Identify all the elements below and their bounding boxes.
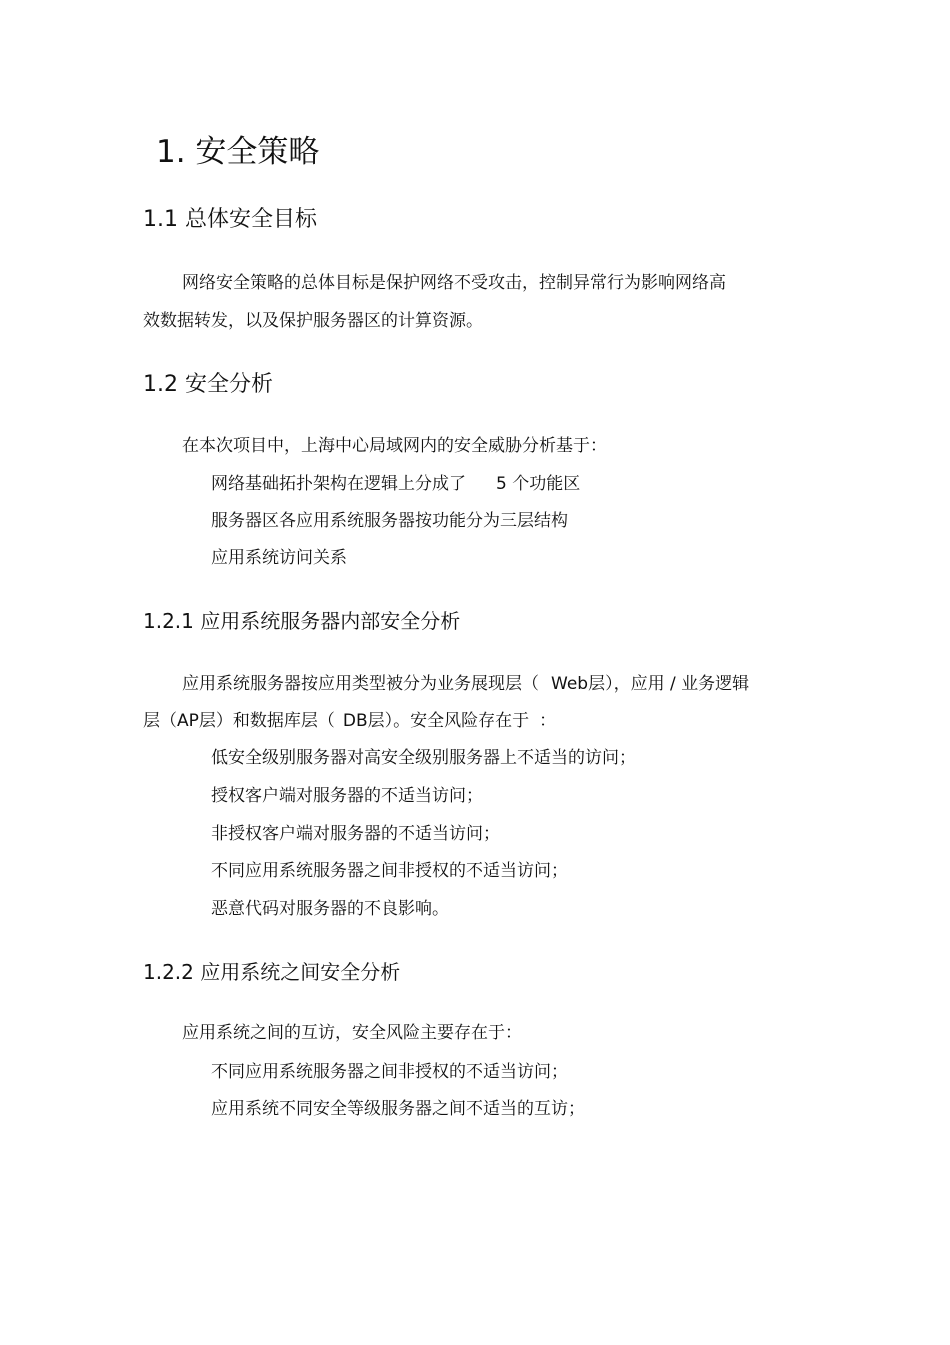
paragraph-line: 在本次项目中，上海中心局域网内的安全威胁分析基于： bbox=[182, 436, 607, 456]
section-heading-1-1: 1.1 总体安全目标 bbox=[143, 207, 317, 232]
paragraph-text: 应用系统服务器按应用类型被分为业务展现层（ bbox=[182, 674, 539, 694]
paragraph-text: Web层），应用 / 业务逻辑 bbox=[551, 674, 750, 694]
paragraph-line: 网络安全策略的总体目标是保护网络不受攻击，控制异常行为影响网络高 bbox=[182, 273, 726, 293]
list-item bbox=[211, 476, 580, 493]
list-item: 不同应用系统服务器之间非授权的不适当访问； bbox=[211, 1062, 568, 1082]
list-item: 非授权客户端对服务器的不适当访问； bbox=[211, 824, 500, 844]
paragraph-text: ： bbox=[539, 711, 557, 731]
paragraph-line bbox=[143, 713, 556, 730]
paragraph-text: 层（AP层）和数据库层（ bbox=[143, 711, 335, 731]
list-item: 恶意代码对服务器的不良影响。 bbox=[211, 899, 449, 919]
paragraph-text: DB层）。安全风险存在于 bbox=[342, 711, 530, 731]
section-heading-1-2-2: 1.2.2 应用系统之间安全分析 bbox=[143, 960, 401, 984]
list-item: 授权客户端对服务器的不适当访问； bbox=[211, 786, 483, 806]
list-item: 应用系统访问关系 bbox=[211, 548, 347, 568]
section-heading-1-2-1: 1.2.1 应用系统服务器内部安全分析 bbox=[143, 609, 461, 633]
paragraph-line: 应用系统之间的互访，安全风险主要存在于： bbox=[182, 1023, 522, 1043]
list-item: 应用系统不同安全等级服务器之间不适当的互访； bbox=[211, 1099, 585, 1119]
section-heading-1-2: 1.2 安全分析 bbox=[143, 372, 273, 397]
list-item: 低安全级别服务器对高安全级别服务器上不适当的访问； bbox=[211, 748, 636, 768]
paragraph-line: 效数据转发，以及保护服务器区的计算资源。 bbox=[143, 311, 483, 331]
list-item: 不同应用系统服务器之间非授权的不适当访问； bbox=[211, 861, 568, 881]
chapter-title: 1. 安全策略 bbox=[156, 134, 320, 170]
list-item: 服务器区各应用系统服务器按功能分为三层结构 bbox=[211, 511, 568, 531]
paragraph-line bbox=[182, 676, 749, 693]
list-item-text: 网络基础拓扑架构在逻辑上分成了 bbox=[211, 474, 466, 494]
list-item-text: 5 个功能区 bbox=[496, 474, 581, 494]
